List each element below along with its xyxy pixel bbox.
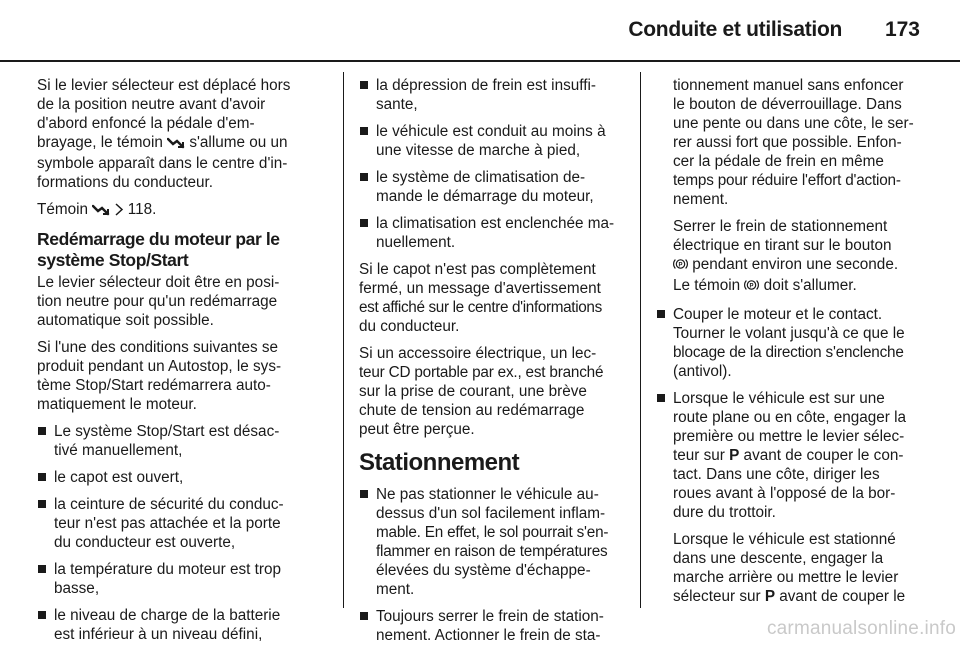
page-header: [0, 0, 960, 62]
list-item: la climatisation est enclenchée ma- nuellement.: [359, 214, 625, 252]
list-item: le véhicule est conduit au moins à une vitesse de marche à pied,: [359, 122, 625, 160]
paragraph: Si un accessoire électrique, un lec- teur CD portable par ex., est branché sur la prise de courant, une brève chute de tension au redémarrage peut être perçue.: [359, 345, 604, 438]
bullet-square-icon: [38, 565, 46, 573]
column-3: [656, 76, 926, 614]
list-item: le niveau de charge de la batterie est inférieur à un niveau défini,: [37, 606, 329, 644]
list-item: la température du moteur est trop basse,: [37, 560, 329, 598]
bullet-square-icon: [360, 219, 368, 227]
parking-brake-icon: [744, 278, 759, 297]
bullet-square-icon: [360, 81, 368, 89]
list-item: la ceinture de sécurité du conduc- teur n'est pas attachée et la porte du conducteur est ouverte,: [37, 495, 329, 552]
parking-brake-icon: [673, 257, 688, 276]
bullet-square-icon: [360, 173, 368, 181]
column-divider: [343, 72, 344, 608]
bullet-square-icon: [657, 310, 665, 318]
paragraph: Serrer le frein de stationnement électrique en tirant sur le bouton P pendant environ une seconde. Le témoin P doit s'allumer.: [656, 217, 926, 297]
bullet-square-icon: [360, 127, 368, 135]
paragraph: tionnement manuel sans enfoncer le bouton de déverrouillage. Dans une pente ou dans une côte, le ser- rer aussi fort que possible. Enfon- cer la pédale de frein en même temps pour réduire l'effort d'action- nement.: [673, 77, 914, 208]
stop-start-icon: [92, 202, 110, 221]
list-item: Couper le moteur et le contact. Tourner le volant jusqu'à ce que le blocage de la direction s'enclenche (antivol).: [656, 305, 926, 381]
paragraph: Si le capot n'est pas complètement fermé, un message d'avertissement est affiché sur le centre d'informations du conducteur.: [359, 261, 602, 335]
list-item: Ne pas stationner le véhicule au- dessus d'un sol facilement inflam- mable. En effet, le sol pourrait s'en- flammer en raison de températures élevées du système d'échappe- ment.: [359, 485, 625, 599]
bullet-square-icon: [360, 612, 368, 620]
paragraph: Si le levier sélecteur est déplacé hors de la position neutre avant d'avoir d'abord enfoncé la pédale d'em- brayage, le témoin s'allume ou un symbole apparaît dans le centre d'in- formations du conducteur.: [37, 77, 291, 191]
section-heading: Stationnement: [359, 449, 520, 476]
svg-text:P: P: [678, 262, 683, 269]
bullet-square-icon: [657, 394, 665, 402]
column-1: [37, 76, 329, 652]
list-item: Lorsque le véhicule est sur une route plane ou en côte, engager la première ou mettre le levier sélec- teur sur P avant de couper le con- tact. Dans une côte, diriger les roues avant à l'opposé de la bor- dure du trottoir. Lorsque le véhicule est stationné dans une descente, engager la marche arrière ou mettre le levier sélecteur sur P avant de couper le: [656, 389, 926, 606]
paragraph: Témoin 118.: [37, 200, 329, 221]
bullet-square-icon: [38, 500, 46, 508]
paragraph: Si l'une des conditions suivantes se produit pendant un Autostop, le sys- tème Stop/Start redémarrera auto- matiquement le moteur.: [37, 339, 282, 413]
page-reference-icon[interactable]: [115, 202, 124, 221]
column-divider: [640, 72, 641, 608]
section-title: Conduite et utilisation: [628, 18, 842, 41]
list-item: Le système Stop/Start est désac- tivé manuellement,: [37, 422, 329, 460]
watermark: carmanualsonline.info: [766, 618, 956, 639]
bullet-square-icon: [38, 473, 46, 481]
header-rule: [0, 60, 960, 62]
paragraph: Le levier sélecteur doit être en posi- tion neutre pour qu'un redémarrage automatique soit possible.: [37, 274, 280, 329]
bullet-square-icon: [38, 427, 46, 435]
section-heading: Redémarrage du moteur par le système Stop/Start: [37, 229, 280, 270]
page-number: 173: [884, 18, 920, 41]
list-item: le capot est ouvert,: [37, 468, 329, 487]
stop-start-icon: [167, 135, 185, 154]
bullet-square-icon: [38, 611, 46, 619]
list-item: Toujours serrer le frein de station- nement. Actionner le frein de sta-: [359, 607, 625, 645]
bullet-square-icon: [360, 490, 368, 498]
list-item: la dépression de frein est insuffi- sante,: [359, 76, 625, 114]
list-item: le système de climatisation de- mande le démarrage du moteur,: [359, 168, 625, 206]
column-2: [359, 76, 625, 653]
svg-text:P: P: [749, 283, 754, 290]
